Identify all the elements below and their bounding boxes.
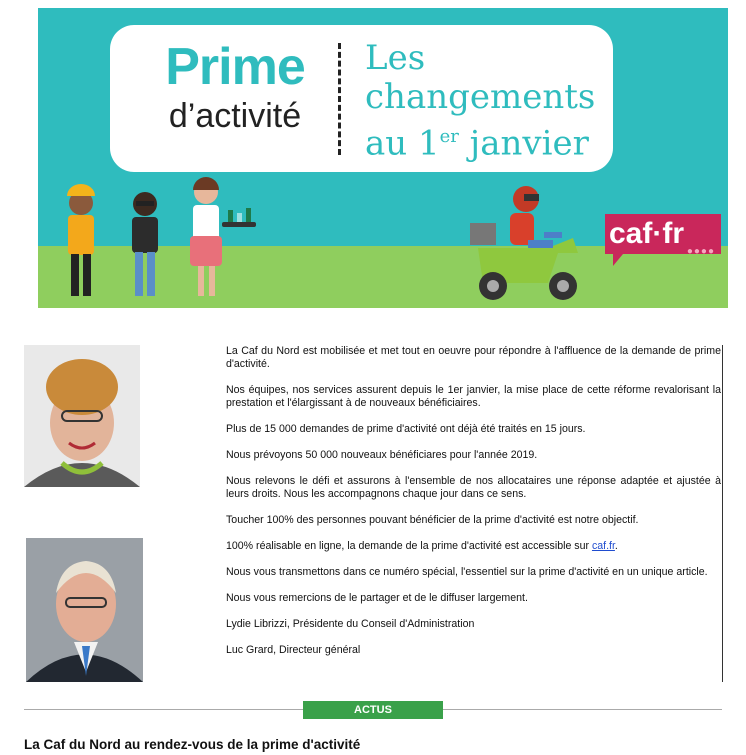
caf-logo-dots: ●●●● xyxy=(686,246,715,257)
paragraph-3: Plus de 15 000 demandes de prime d'activité ont déjà été traités en 15 jours. xyxy=(226,423,586,435)
worker-figure-illustration xyxy=(67,184,95,296)
paragraph-8: Nous vous remercions de le partager et de le diffuser largement. xyxy=(226,592,528,604)
signature-director: Luc Grard, Directeur général xyxy=(226,644,361,656)
caf-logo-text: caf·fr xyxy=(609,217,685,250)
online-text: 100% réalisable en ligne, la demande de la prime d'activité est accessible sur xyxy=(226,540,592,552)
banner-line3-suffix: janvier xyxy=(458,123,589,164)
editorial-text xyxy=(226,345,721,670)
paragraph-1: La Caf du Nord est mobilisée et met tout en oeuvre pour répondre à l'affluence de la demande de prime d'activité. xyxy=(226,345,721,370)
paragraph-6: Toucher 100% des personnes pouvant bénéficier de la prime d'activité est notre objectif. xyxy=(226,514,639,526)
banner-line3-sup: er xyxy=(439,126,459,147)
paragraph-7: Nous vous transmettons dans ce numéro spécial, l'essentiel sur la prime d'activité en un unique article. xyxy=(226,566,708,578)
online-end: . xyxy=(614,540,618,552)
banner-title-dactivite: d’activité xyxy=(168,97,302,135)
director-portrait-illustration xyxy=(26,538,143,682)
actus-section-label: ACTUS xyxy=(303,701,443,719)
signature-president: Lydie Librizzi, Présidente du Conseil d'Administration xyxy=(226,618,475,630)
banner-illustration xyxy=(38,8,728,308)
text-right-border xyxy=(722,345,723,682)
paragraph-online xyxy=(226,540,721,553)
director-photo xyxy=(26,538,143,682)
waitress-figure-illustration xyxy=(190,177,256,296)
student-figure-illustration xyxy=(132,192,158,296)
paragraph-4: Nous prévoyons 50 000 nouveaux bénéficiares pour l'année 2019. xyxy=(226,449,538,461)
paragraph-2: Nos équipes, nos services assurent depuis le 1er janvier, la mise place de cette réforme revalorisant la prestation et l'élargissant à de nouveaux bénéficiaires. xyxy=(226,384,721,409)
caf-fr-link[interactable]: caf.fr xyxy=(591,540,615,552)
caf-logo[interactable] xyxy=(605,214,721,257)
banner-subtitle-line1: Les xyxy=(365,38,426,78)
banner-line3-prefix: au 1 xyxy=(365,123,440,164)
president-photo xyxy=(24,345,140,487)
paragraph-5: Nous relevons le défi et assurons à l'ensemble de nos allocataires une réponse adaptée et ajustée à leurs droits. Nous les accompagnons chaque jour dans ce sens. xyxy=(226,475,721,500)
article-headline[interactable]: La Caf du Nord au rendez-vous de la prime d'activité xyxy=(24,737,361,752)
header-banner xyxy=(38,8,728,308)
banner-title-prime: Prime xyxy=(165,38,305,96)
caf-logo-tail xyxy=(613,254,623,266)
scooter-rider-illustration xyxy=(470,186,578,300)
banner-subtitle-line2: changements xyxy=(365,77,596,117)
president-portrait-illustration xyxy=(24,345,140,487)
